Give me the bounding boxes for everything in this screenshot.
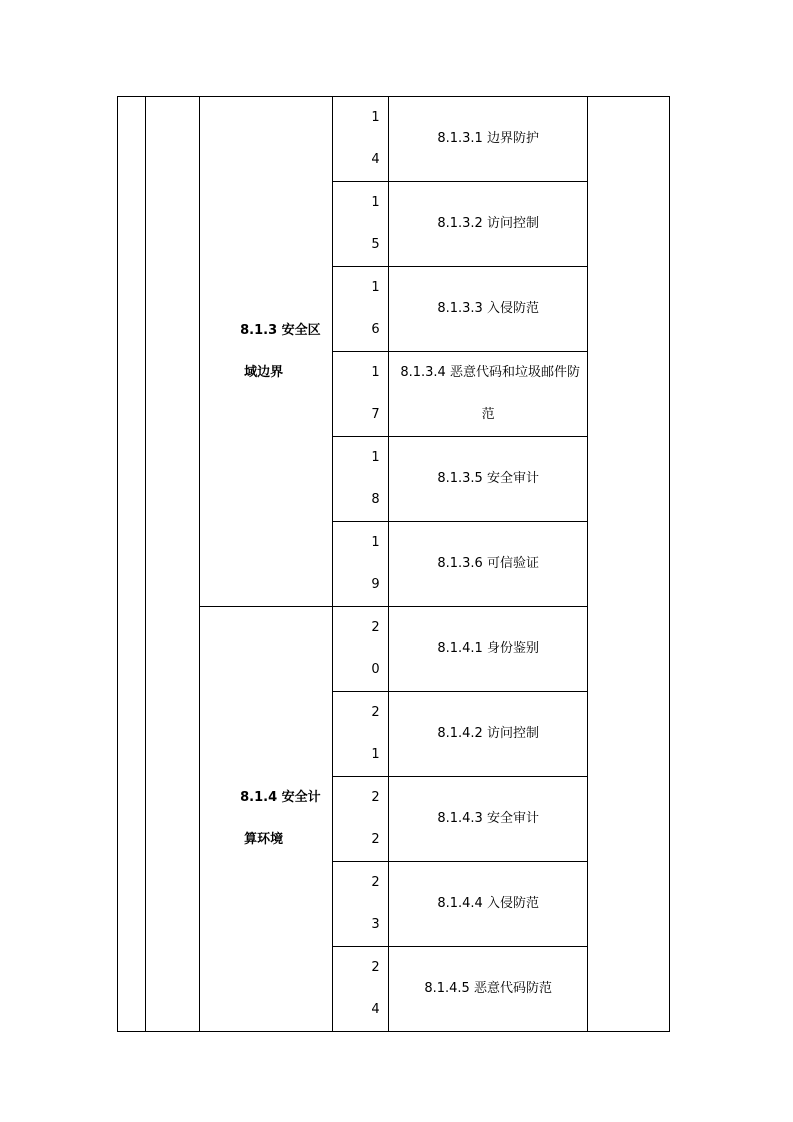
item-label: 8.1.4.5 恶意代码防范 <box>389 947 587 1032</box>
row-number: 1 7 <box>333 352 389 437</box>
row-number: 2 2 <box>333 777 389 862</box>
section-title-8-1-3: 8.1.3 安全区 域边界 <box>200 97 333 607</box>
row-number: 2 1 <box>333 692 389 777</box>
empty-column-a <box>118 97 146 1032</box>
row-number: 2 0 <box>333 607 389 692</box>
row-number: 2 4 <box>333 947 389 1032</box>
item-label: 8.1.3.1 边界防护 <box>389 97 587 182</box>
item-label: 8.1.4.3 安全审计 <box>389 777 587 862</box>
item-label: 8.1.3.5 安全审计 <box>389 437 587 522</box>
item-label: 8.1.4.2 访问控制 <box>389 692 587 777</box>
item-label: 8.1.3.4 恶意代码和垃圾邮件防 范 <box>389 352 587 437</box>
row-number: 1 8 <box>333 437 389 522</box>
empty-column-f <box>587 97 669 1032</box>
table-row <box>118 607 670 692</box>
item-label: 8.1.4.1 身份鉴别 <box>389 607 587 692</box>
item-label: 8.1.3.6 可信验证 <box>389 522 587 607</box>
item-label: 8.1.3.3 入侵防范 <box>389 267 587 352</box>
row-number: 1 5 <box>333 182 389 267</box>
empty-column-b <box>146 97 200 1032</box>
row-number: 1 4 <box>333 97 389 182</box>
table-row <box>118 97 670 182</box>
row-number: 1 9 <box>333 522 389 607</box>
item-label: 8.1.3.2 访问控制 <box>389 182 587 267</box>
row-number: 2 3 <box>333 862 389 947</box>
requirements-table <box>117 96 670 1032</box>
section-title-8-1-4: 8.1.4 安全计 算环境 <box>200 607 333 1032</box>
row-number: 1 6 <box>333 267 389 352</box>
item-label: 8.1.4.4 入侵防范 <box>389 862 587 947</box>
